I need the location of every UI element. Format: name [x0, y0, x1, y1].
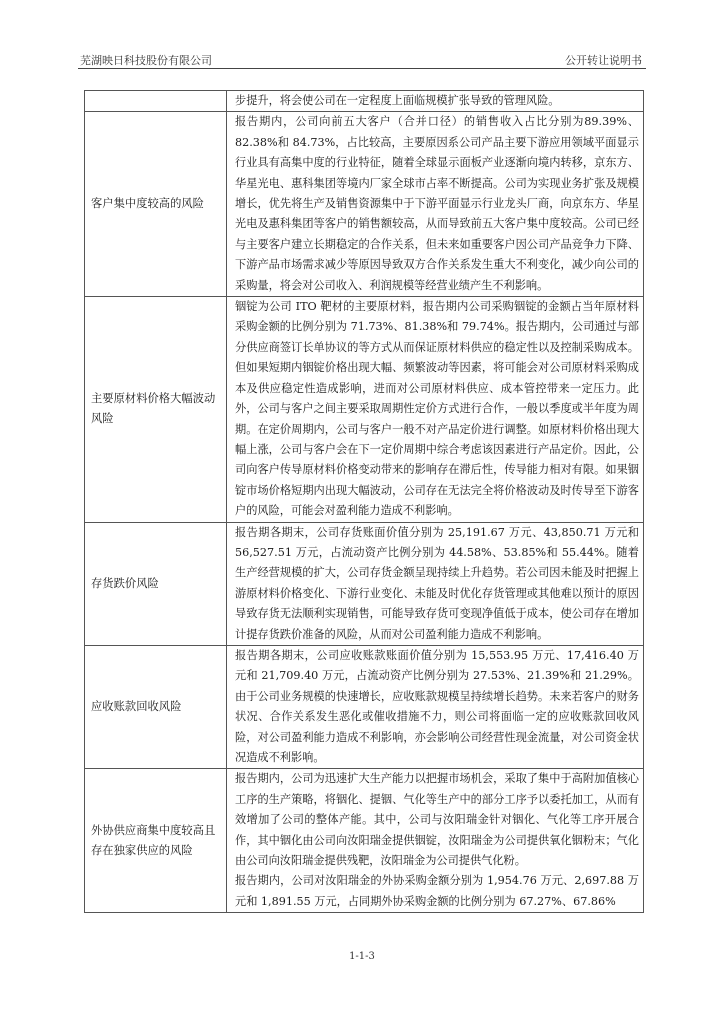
table-row [85, 112, 644, 297]
risk-name: 客户集中度较高的风险 [91, 197, 204, 211]
risk-name: 存货跌价风险 [91, 576, 159, 590]
page-number: 1-1-3 [349, 951, 375, 962]
risk-description: 报告期内，公司为迅速扩大生产能力以把握市场机会，采取了集中于高附加值核心工序的生产策略，将铟化、提铟、气化等生产中的部分工序予以委托加工，从而有效增加了公司的整体产能。其中，公司与汝阳瑞金针对铟化、气化等工序开展合作，其中铟化由公司向汝阳瑞金提供铟锭，汝阳瑞金为公司提供氧化铟粉末；气化由公司向汝阳瑞金提供残靶，汝阳瑞金为公司提供气化粉。 [235, 772, 639, 868]
risk-description: 报告期各期末，公司存货账面价值分别为 25,191.67 万元、43,850.71 万元和56,527.51 万元，占流动资产比例分别为 44.58%、53.85%和 55.44%。随着生产经营规模的扩大，公司存货金额呈现持续上升趋势。若公司因未能及时把握上游原材料价格变化、下游行业变化、未能及时优化存货管理或其他难以预计的原因导致存货无法顺利实现销售，可能导致存货可变现净值低于成本，使公司存在增加计提存货跌价准备的风险，从而对公司盈利能力造成不利影响。 [235, 525, 639, 641]
risk-description: 铟锭为公司 ITO 靶材的主要原材料，报告期内公司采购铟锭的金额占当年原材料采购金额的比例分别为 71.73%、81.38%和 79.74%。报告期内，公司通过与部分供应商签订长单协议的等方式从而保证原材料供应的稳定性以及控制采购成本。但如果短期内铟锭价格出现大幅、频繁波动等因素，将可能会对公司原材料采购成本及供应稳定性造成影响，进而对公司原材料供应、成本管控带来一定压力。此外，公司与客户之间主要采取周期性定价方式进行合作，一般以季度或半年度为周期。在定价周期内，公司与客户一般不对产品定价进行调整。如原材料价格出现大幅上涨，公司与客户会在下一定价周期中综合考虑该因素进行产品定价。因此，公司向客户传导原材料价格变动带来的影响存在滞后性，传导能力相对有限。如果铟锭市场价格短期内出现大幅波动，公司存在无法完全将价格波动及时传导至下游客户的风险，可能会对盈利能力造成不利影响。 [235, 300, 639, 518]
risk-name-cell [85, 91, 227, 112]
page-header [78, 48, 646, 68]
risk-name: 主要原材料价格大幅波动风险 [91, 392, 216, 426]
table-row [85, 769, 644, 913]
risk-name: 应收账款回收风险 [91, 700, 182, 714]
risk-description: 报告期内，公司向前五大客户（合并口径）的销售收入占比分别为89.39%、82.38%和 84.73%，占比较高，主要原因系公司产品主要下游应用领域平面显示行业具有高集中度的行业特征，随着全球显示面板产业逐渐向境内转移，京东方、华星光电、惠科集团等境内厂家全球市占率不断提高。公司为实现业务扩张及规模增长，优先将生产及销售资源集中于下游平面显示行业龙头厂商，向京东方、华星光电及惠科集团等客户的销售额较高，从而导致前五大客户集中度较高。公司已经与主要客户建立长期稳定的合作关系，但未来如重要客户因公司产品竞争力下降、下游产品市场需求减少等原因导致双方合作关系发生重大不利变化，减少向公司的采购量，将会对公司收入、利润规模等经营业绩产生不利影响。 [235, 115, 639, 292]
risk-table [84, 90, 644, 913]
risk-description-cell [227, 645, 644, 768]
risk-description-cell [227, 769, 644, 913]
risk-description: 报告期各期末，公司应收账款账面价值分别为 15,553.95 万元、17,416.40 万元和 21,709.40 万元，占流动资产比例分别为 27.53%、21.39%和 21.29%。由于公司业务规模的快速增长，应收账款规模呈持续增长趋势。未来若客户的财务状况、合作关系发生恶化或催收措施不力，则公司将面临一定的应收账款回收风险，对公司盈利能力造成不利影响，亦会影响公司经营性现金流量，对公司资金状况造成不利影响。 [235, 648, 639, 764]
risk-name-cell [85, 769, 227, 913]
risk-description: 步提升，将会使公司在一定程度上面临规模扩张导致的管理风险。 [235, 94, 560, 107]
header-divider [78, 68, 646, 69]
risk-name-cell [85, 522, 227, 645]
risk-description-cell [227, 522, 644, 645]
risk-description-cell [227, 91, 644, 112]
table-row [85, 91, 644, 112]
risk-name-cell [85, 297, 227, 522]
risk-name-cell [85, 112, 227, 297]
table-row [85, 297, 644, 522]
company-name: 芜湖映日科技股份有限公司 [80, 54, 212, 67]
risk-description-cell [227, 112, 644, 297]
risk-description: 报告期内，公司对汝阳瑞金的外协采购金额分别为 1,954.76 万元、2,697.88 万元和 1,891.55 万元，占同期外协采购金额的比例分别为 67.27%、67.86% [235, 874, 639, 908]
document-type: 公开转让说明书 [565, 54, 642, 67]
table-row [85, 645, 644, 768]
risk-name-cell [85, 645, 227, 768]
risk-description-cell [227, 297, 644, 522]
table-row [85, 522, 644, 645]
risk-name: 外协供应商集中度较高且存在独家供应的风险 [91, 823, 216, 857]
